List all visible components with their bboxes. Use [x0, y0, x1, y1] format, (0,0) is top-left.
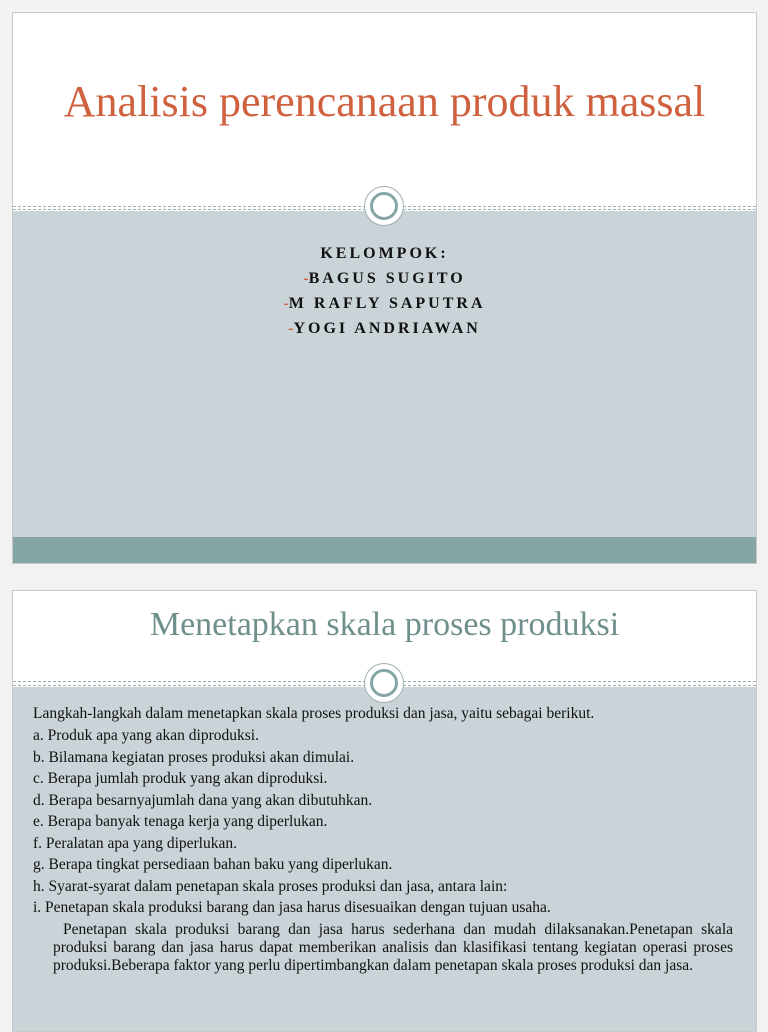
ring-ornament-icon [364, 186, 404, 226]
list-item: d. Berapa besarnyajumlah dana yang akan dibutuhkan. [33, 791, 373, 809]
list-item: f. Peralatan apa yang diperlukan. [33, 834, 237, 852]
intro-text: Langkah-langkah dalam menetapkan skala proses produksi dan jasa, yaitu sebagai berikut. [33, 705, 595, 722]
slide-title: Analisis perencanaan produk massal [63, 77, 706, 126]
paragraph-text: Penetapan skala produksi barang dan jasa harus sederhana dan mudah dilaksanakan.Penetapan skala produksi barang dan jasa harus dapat memberikan analisis dan klasifikasi tentang kegiatan operasi proses produksi.Beberapa faktor yang perlu dipertimbangkan dalam penetapan skala proses produksi dan jasa. [53, 920, 733, 974]
slide-title: Menetapkan skala proses produksi [149, 606, 620, 643]
list-item: i. Penetapan skala produksi barang dan jasa harus disesuaikan dengan tujuan usaha. [33, 899, 551, 916]
list-item: b. Bilamana kegiatan proses produksi akan dimulai. [33, 748, 355, 766]
list-item: c. Berapa jumlah produk yang akan diproduksi. [33, 770, 328, 787]
list-item: a. Produk apa yang akan diproduksi. [33, 727, 259, 744]
list-item: h. Syarat-syarat dalam penetapan skala proses produksi dan jasa, antara lain: [33, 877, 508, 895]
content-body [33, 705, 733, 975]
group-list [13, 241, 756, 341]
title-slide [12, 12, 757, 564]
content-slide [12, 590, 757, 1032]
list-item: e. Berapa banyak tenaga kerja yang diperlukan. [33, 813, 328, 830]
bottom-accent-band [13, 537, 756, 563]
member-item: -YOGI ANDRIAWAN [288, 320, 481, 337]
list-item: g. Berapa tingkat persediaan bahan baku yang diperlukan. [33, 856, 393, 873]
member-item: -M RAFLY SAPUTRA [283, 295, 486, 312]
member-item: -BAGUS SUGITO [303, 270, 466, 287]
group-label: KELOMPOK: [320, 245, 449, 262]
ring-ornament-icon [364, 663, 404, 703]
